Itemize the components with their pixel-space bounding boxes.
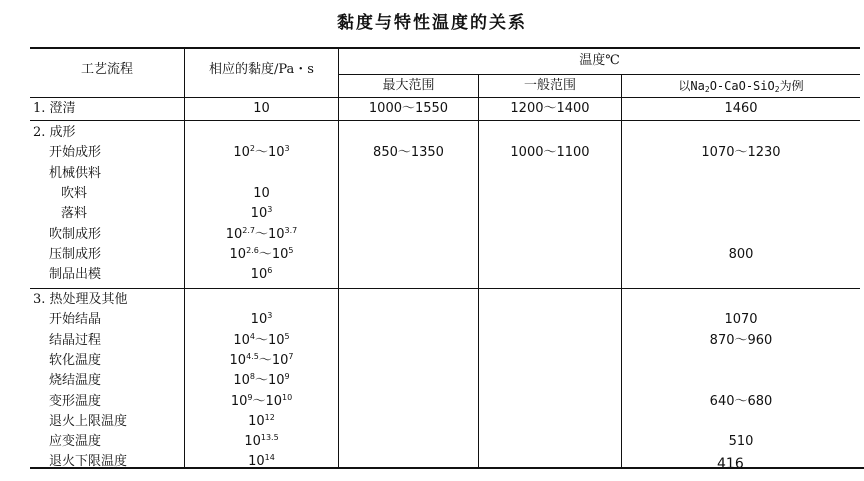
header-viscosity: 相应的黏度/Pa・s — [209, 62, 314, 77]
row-label: 变形温度 — [49, 394, 102, 409]
header-temperature: 温度℃ — [579, 53, 620, 68]
example-value: 1070 — [724, 312, 758, 327]
section1-rule — [30, 120, 860, 121]
row-label: 落料 — [61, 206, 88, 221]
table-title: 黏度与特性温度的关系 — [337, 13, 527, 33]
example-value: 640～680 — [709, 394, 773, 409]
viscosity-value: $10^9\sim 10^{10}$ — [230, 393, 293, 409]
header-max-range: 最大范围 — [382, 78, 435, 93]
viscosity-value: $10^8\sim 10^9$ — [233, 372, 290, 388]
row-label: 3. 热处理及其他 — [33, 292, 128, 307]
example-value: 870～960 — [709, 333, 773, 348]
page-number: 416 — [717, 456, 744, 472]
general-range-value: 1000～1100 — [510, 145, 590, 160]
header-bottom-rule — [30, 97, 860, 98]
max-range-value: 1000～1550 — [368, 101, 449, 116]
viscosity-value: $10^{4.5}\sim 10^7$ — [229, 352, 294, 368]
viscosity-value: $10^3$ — [250, 205, 273, 221]
section2-rule — [30, 288, 860, 289]
row-label: 制品出模 — [49, 267, 102, 282]
viscosity-value: $10^{13.5}$ — [244, 433, 279, 449]
top-rule — [30, 47, 860, 49]
viscosity-value: 10 — [253, 101, 270, 116]
viscosity-value: $10^{12}$ — [248, 413, 275, 429]
row-label: 2. 成形 — [33, 125, 76, 140]
row-label: 应变温度 — [49, 434, 102, 449]
row-label: 压制成形 — [49, 247, 102, 262]
viscosity-value: 10 — [253, 186, 270, 201]
row-label: 开始结晶 — [49, 312, 102, 327]
header-general-range: 一般范围 — [523, 78, 576, 93]
general-range-value: 1200～1400 — [510, 101, 590, 116]
example-value: 1460 — [724, 101, 758, 116]
max-range-value: 850～1350 — [373, 145, 444, 160]
temp-header-rule — [338, 74, 860, 75]
viscosity-value: $10^{2.6}\sim 10^5$ — [229, 246, 294, 262]
viscosity-value: $10^2\sim 10^3$ — [233, 144, 290, 160]
row-label: 退火下限温度 — [49, 454, 128, 469]
viscosity-value: $10^{2.7}\sim 10^{3.7}$ — [225, 226, 298, 242]
header-example: 以$Na_2O-CaO-SiO_2$为例 — [678, 79, 804, 94]
row-label: 1. 澄清 — [33, 101, 76, 116]
row-label: 烧结温度 — [49, 373, 102, 388]
example-value: 510 — [728, 434, 754, 449]
row-label: 结晶过程 — [49, 333, 102, 348]
header-process: 工艺流程 — [80, 62, 133, 77]
viscosity-value: $10^6$ — [250, 266, 273, 282]
col-rule-3 — [478, 74, 479, 467]
viscosity-value: $10^4\sim 10^5$ — [233, 332, 290, 348]
row-label: 软化温度 — [49, 353, 102, 368]
viscosity-value: $10^3$ — [250, 311, 273, 327]
example-value: 1070～1230 — [701, 145, 781, 160]
viscosity-value: $10^{14}$ — [248, 453, 275, 469]
row-label: 退火上限温度 — [49, 414, 128, 429]
row-label: 吹制成形 — [49, 227, 102, 242]
row-label: 吹料 — [61, 186, 88, 201]
row-label: 机械供料 — [49, 166, 102, 181]
example-value: 800 — [728, 247, 754, 262]
row-label: 开始成形 — [49, 145, 102, 160]
